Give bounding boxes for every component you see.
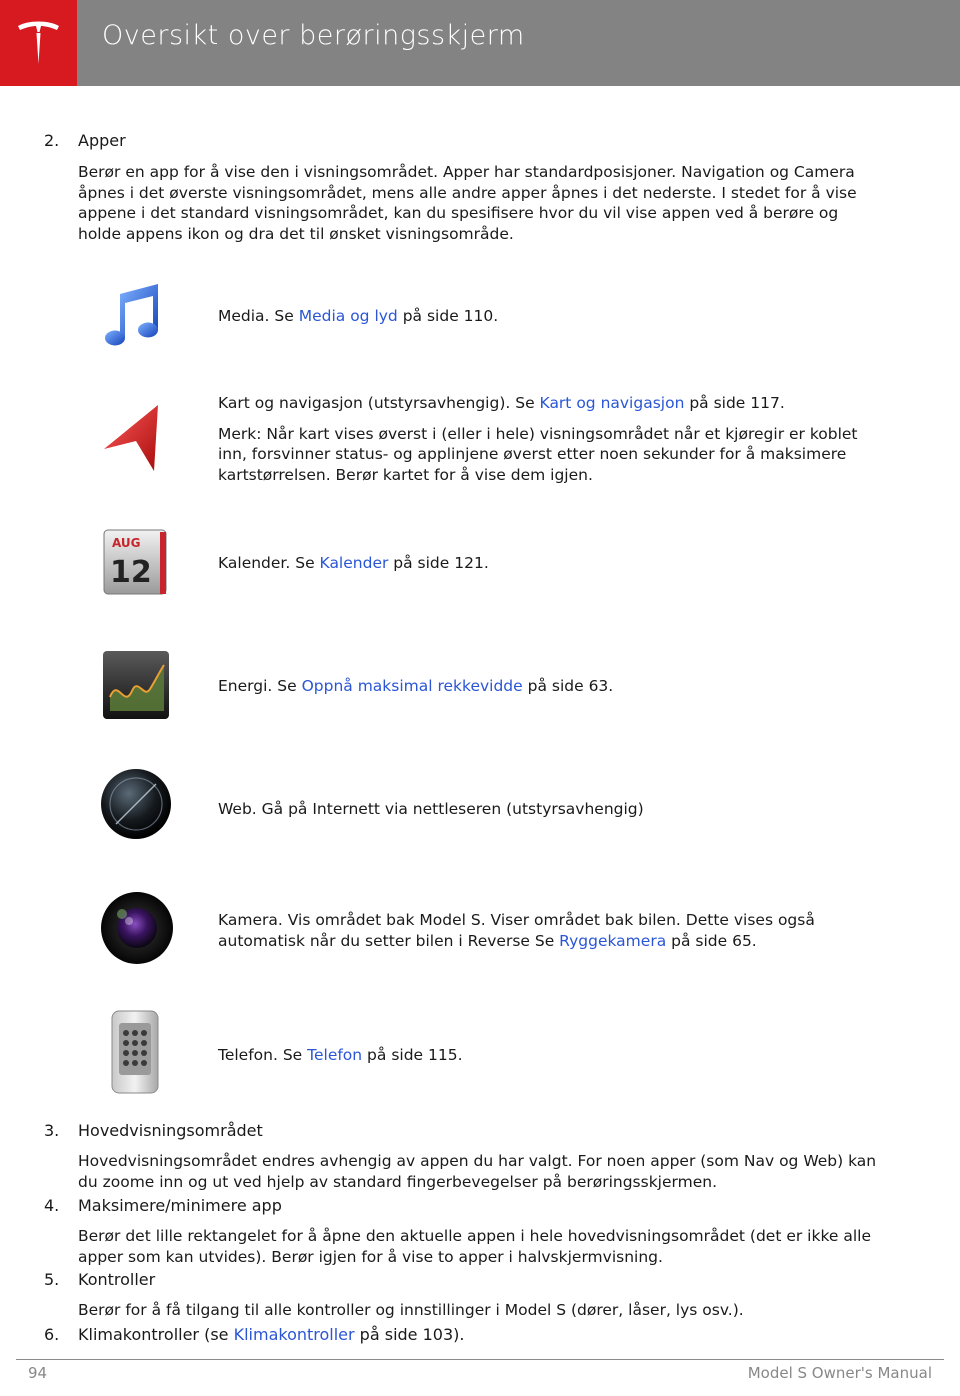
section-number: 3. bbox=[44, 1121, 60, 1140]
tesla-logo bbox=[0, 0, 77, 86]
link-kart-og-navigasjon[interactable]: Kart og navigasjon bbox=[539, 394, 685, 412]
web-description: Web. Gå på Internett via nettleseren (utstyrsavhengig) bbox=[218, 800, 644, 818]
section-4-paragraph: Berør det lille rektangelet for å åpne den aktuelle appen i hele hovedvisningsområdet (det er ikke alle apper som kan utvides). Berør igjen for å vise to apper i halvskjermvisning. bbox=[78, 1227, 871, 1266]
maps-description: Kart og navigasjon (utstyrsavhengig). Se Kart og navigasjon på side 117. Merk: Når kart vises øverst i (eller i hele) visningsområdet når et kjøregir er koblet inn, forsvinner status- og applinjene øverst etter noen sekunder for å maksimere kartstørrelsen. Berør kartet for å vise dem igjen. bbox=[218, 393, 878, 485]
section-number: 5. bbox=[44, 1270, 60, 1289]
calendar-icon bbox=[98, 524, 172, 604]
link-klimakontroller[interactable]: Klimakontroller bbox=[233, 1325, 355, 1344]
link-ryggekamera[interactable]: Ryggekamera bbox=[559, 931, 667, 950]
svg-text:AUG: AUG bbox=[112, 536, 141, 550]
globe-icon bbox=[98, 764, 174, 852]
section-title: Apper bbox=[78, 131, 126, 150]
manual-title: Model S Owner's Manual bbox=[747, 1364, 932, 1382]
section-title: Klimakontroller (se Klimakontroller på side 103). bbox=[78, 1325, 465, 1344]
energy-description: Energi. Se Oppnå maksimal rekkevidde på side 63. bbox=[218, 677, 614, 695]
link-kalender[interactable]: Kalender bbox=[319, 554, 389, 572]
section-title: Maksimere/minimere app bbox=[78, 1196, 282, 1215]
section-number: 2. bbox=[44, 131, 60, 150]
section-title: Hovedvisningsområdet bbox=[78, 1121, 263, 1140]
link-oppna-maksimal-rekkevidde[interactable]: Oppnå maksimal rekkevidde bbox=[301, 677, 523, 695]
page-title: Oversikt over berøringsskjerm bbox=[102, 20, 525, 51]
navigation-arrow-icon bbox=[98, 401, 162, 479]
maps-note: Merk: Når kart vises øverst i (eller i hele) visningsområdet når et kjøregir er koblet inn, forsvinner status- og applinjene øverst etter noen sekunder for å maksimere kartstørrelsen. Berør kartet for å vise dem igjen. bbox=[218, 424, 858, 484]
section-3-paragraph: Hovedvisningsområdet endres avhengig av appen du har valgt. For noen apper (som Nav og Web) kan du zoome inn og ut ved hjelp av standard fingerbevegelser på berøringsskjermen. bbox=[78, 1152, 877, 1191]
link-telefon[interactable]: Telefon bbox=[307, 1046, 363, 1064]
camera-description: Kamera. Vis området bak Model S. Viser området bak bilen. Dette vises også automatisk når du setter bilen i Reverse Se Ryggekamera på side 65. bbox=[218, 911, 815, 950]
section-5-paragraph: Berør for å få tilgang til alle kontroller og innstillinger i Model S (dører, låser, lys osv.). bbox=[78, 1301, 744, 1319]
page-number: 94 bbox=[28, 1364, 48, 1382]
section-number: 4. bbox=[44, 1196, 60, 1215]
link-media-og-lyd[interactable]: Media og lyd bbox=[298, 307, 398, 325]
music-note-icon bbox=[98, 278, 168, 354]
phone-keypad-icon bbox=[106, 1007, 164, 1101]
tesla-logo-icon bbox=[16, 18, 61, 68]
phone-description: Telefon. Se Telefon på side 115. bbox=[218, 1046, 463, 1064]
svg-text:12: 12 bbox=[110, 555, 152, 590]
section-title: Kontroller bbox=[78, 1270, 156, 1289]
section-number: 6. bbox=[44, 1325, 60, 1344]
energy-graph-icon bbox=[98, 647, 172, 727]
camera-lens-icon bbox=[98, 888, 176, 976]
section-2-paragraph: Berør en app for å vise den i visningsområdet. Apper har standardposisjoner. Navigation og Camera åpnes i det øverste visningsområdet, mens alle andre apper åpnes i det nederste. I stedet for å vise appene i det standard visningsområdet, kan du spesifisere hvor du vil vise appen ved å berøre og holde appens ikon og dra det til ønsket visningsområde. bbox=[78, 163, 857, 243]
footer-divider bbox=[16, 1359, 944, 1360]
calendar-description: Kalender. Se Kalender på side 121. bbox=[218, 554, 489, 572]
page-header bbox=[0, 0, 960, 86]
media-description: Media. Se Media og lyd på side 110. bbox=[218, 307, 499, 325]
